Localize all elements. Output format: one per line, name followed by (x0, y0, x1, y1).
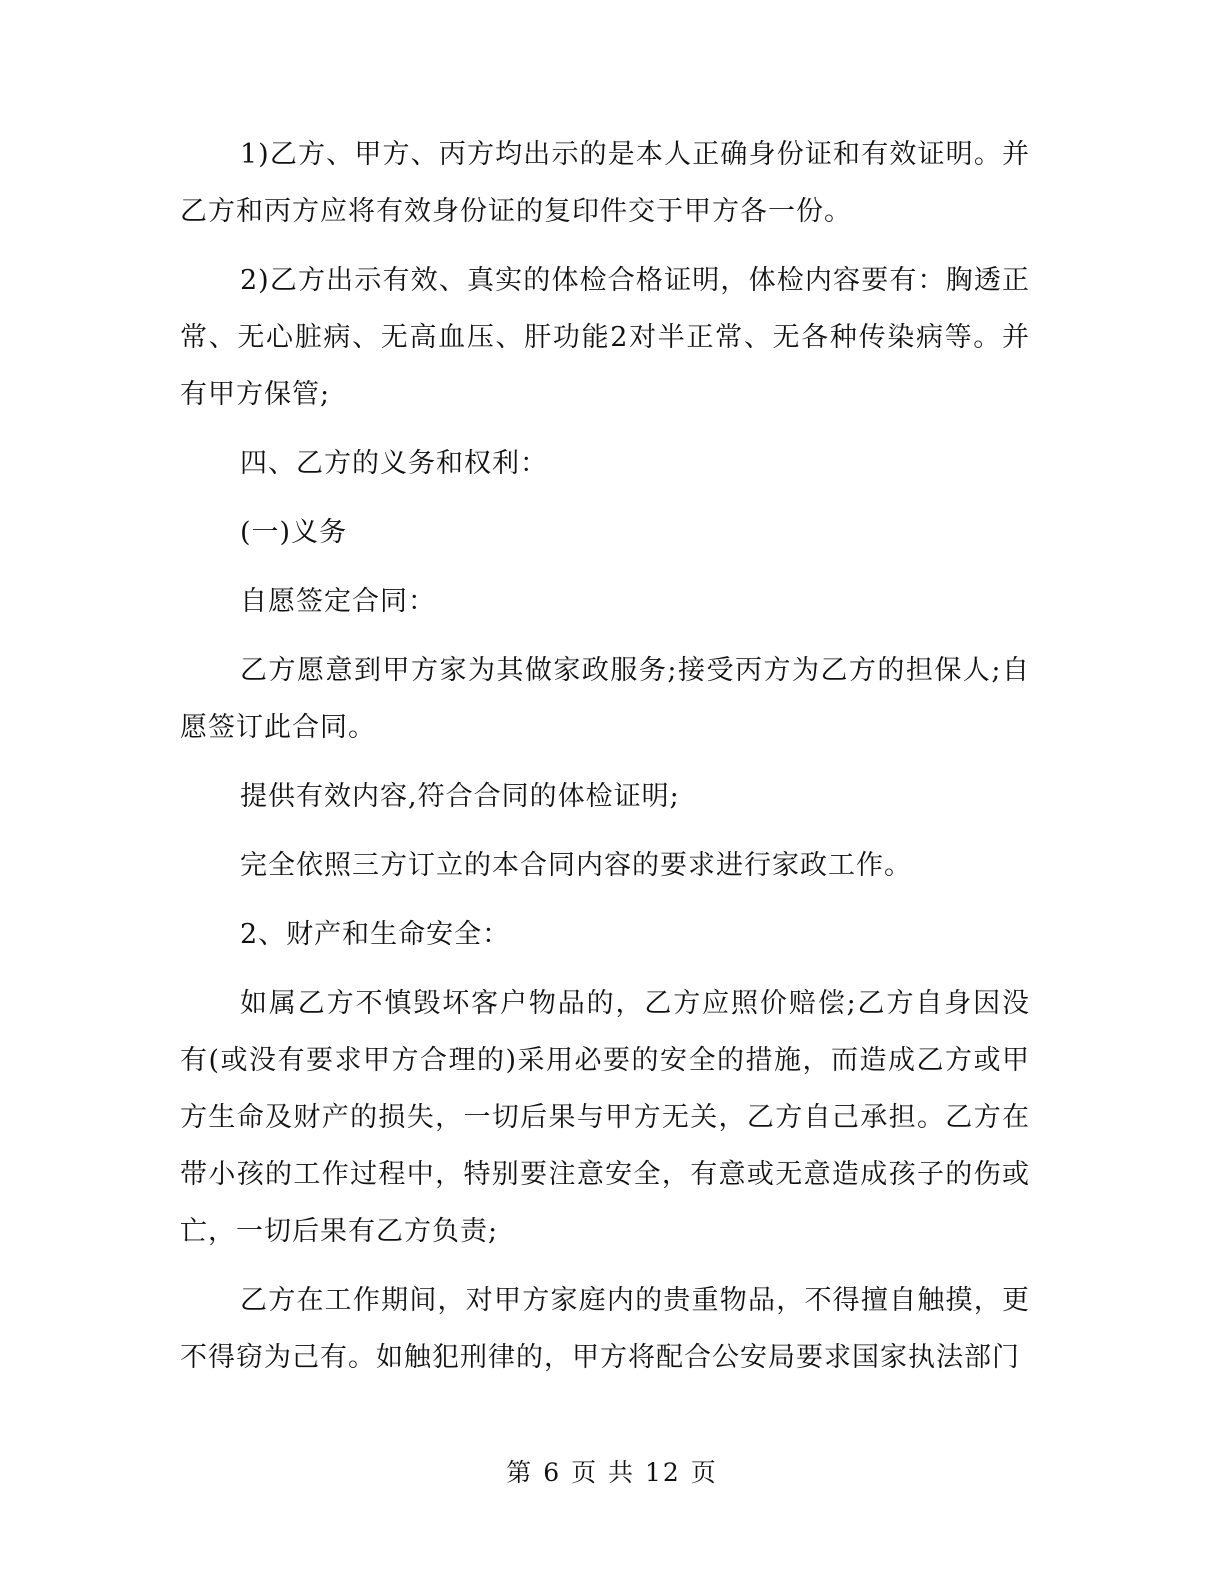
paragraph-health-certificate: 2)乙方出示有效、真实的体检合格证明，体检内容要有：胸透正常、无心脏病、无高血压、肝功能2对半正常、无各种传染病等。并有甲方保管; (180, 265, 1030, 410)
page-number-text: 第 6 页 共 12 页 (506, 1458, 718, 1487)
paragraph-id-verification: 1)乙方、甲方、丙方均出示的是本人正确身份证和有效证明。并乙方和丙方应将有效身份证的复印件交于甲方各一份。 (180, 139, 1030, 227)
paragraph-voluntary-signing: 乙方愿意到甲方家为其做家政服务;接受丙方为乙方的担保人;自愿签订此合同。 (180, 655, 1030, 743)
paragraph-health-proof: 提供有效内容,符合合同的体检证明; (240, 781, 680, 812)
paragraph-damage-liability: 如属乙方不慎毁坏客户物品的，乙方应照价赔偿;乙方自身因没有(或没有要求甲方合理的)采用必要的安全的措施，而造成乙方或甲方生命及财产的损失，一切后果与甲方无关，乙方自己承担。乙方在带小孩的工作过程中，特别要注意安全，有意或无意造成孩子的伤或亡，一切后果有乙方负责; (180, 988, 1030, 1247)
page-number-footer (0, 1456, 1224, 1490)
paragraph-work-requirements: 完全依照三方订立的本合同内容的要求进行家政工作。 (240, 850, 912, 881)
item-heading-property-safety: 2、财产和生命安全： (240, 919, 511, 950)
section-heading-obligations-rights: 四、乙方的义务和权利： (240, 448, 548, 479)
subsection-heading-obligations: (一)义务 (240, 517, 348, 548)
item-heading-voluntary-signing: 自愿签定合同： (240, 586, 436, 617)
paragraph-valuables: 乙方在工作期间，对甲方家庭内的贵重物品，不得擅自触摸，更不得窃为己有。如触犯刑律的，甲方将配合公安局要求国家执法部门 (180, 1285, 1030, 1373)
document-body (180, 126, 1030, 1386)
